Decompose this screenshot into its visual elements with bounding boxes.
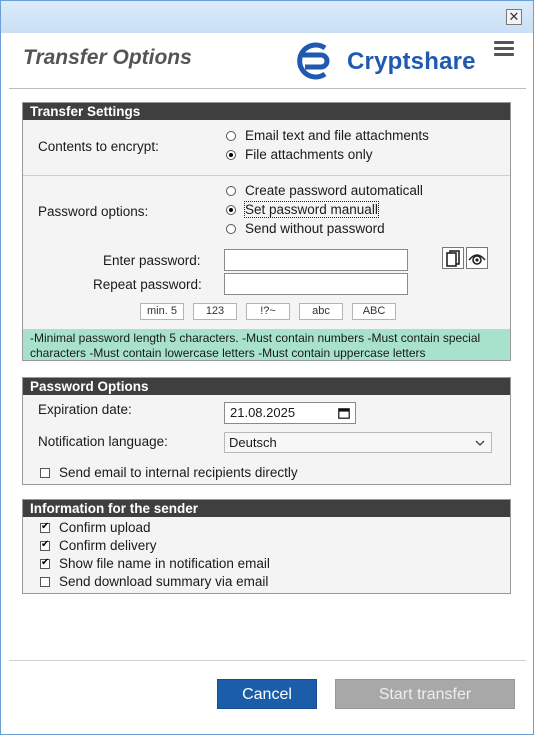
- radio-create-password-auto[interactable]: [226, 183, 423, 198]
- expiration-date-value: 21.08.2025: [230, 405, 296, 420]
- section-title: Password Options: [23, 378, 510, 395]
- calendar-icon[interactable]: [338, 407, 350, 419]
- footer: [9, 660, 526, 727]
- notification-language-label: Notification language:: [38, 434, 168, 449]
- checkbox-label: Confirm upload: [59, 520, 151, 535]
- send-internal-checkbox[interactable]: [40, 465, 298, 480]
- expiration-date-input[interactable]: [224, 402, 356, 424]
- radio-set-password-manual[interactable]: [226, 202, 378, 217]
- radio-attachments-only[interactable]: [226, 147, 373, 162]
- checkbox-icon: [40, 468, 50, 478]
- start-transfer-button[interactable]: Start transfer: [335, 679, 515, 709]
- radio-label: Create password automaticall: [245, 183, 423, 198]
- checkbox-checked-icon: [40, 541, 50, 551]
- section-title: Information for the sender: [23, 500, 510, 517]
- requirement-uppercase: ABC: [352, 303, 396, 320]
- password-requirements: [140, 303, 400, 320]
- password-options-section: [22, 377, 511, 485]
- checkbox-icon: [40, 577, 50, 587]
- page-title: Transfer Options: [23, 46, 192, 69]
- notification-language-select[interactable]: [224, 432, 492, 453]
- radio-label: Email text and file attachments: [245, 128, 429, 143]
- password-options-label: Password options:: [38, 204, 149, 219]
- requirement-numbers: 123: [193, 303, 237, 320]
- radio-selected-icon: [226, 150, 236, 160]
- checkbox-checked-icon: [40, 559, 50, 569]
- logo-text: Cryptshare: [347, 48, 476, 75]
- repeat-password-input[interactable]: [224, 273, 408, 295]
- cancel-button[interactable]: Cancel: [217, 679, 317, 709]
- requirement-lowercase: abc: [299, 303, 343, 320]
- divider: [23, 175, 510, 176]
- copy-password-button[interactable]: [442, 247, 464, 269]
- radio-icon: [226, 131, 236, 141]
- repeat-password-label: Repeat password:: [93, 277, 202, 292]
- radio-icon: [226, 224, 236, 234]
- download-summary-checkbox[interactable]: [40, 574, 268, 589]
- content-area: [9, 89, 526, 659]
- show-file-name-checkbox[interactable]: [40, 556, 270, 571]
- copy-icon: [443, 248, 463, 268]
- transfer-settings-section: [22, 102, 511, 361]
- expiration-date-label: Expiration date:: [38, 402, 132, 417]
- logo-mark-icon: [291, 39, 335, 83]
- checkbox-label: Confirm delivery: [59, 538, 157, 553]
- selected-language: Deutsch: [229, 435, 277, 450]
- checkbox-label: Send download summary via email: [59, 574, 269, 589]
- cryptshare-logo: [291, 39, 491, 83]
- title-bar: [1, 1, 533, 33]
- checkbox-checked-icon: [40, 523, 50, 533]
- radio-icon: [226, 186, 236, 196]
- confirm-delivery-checkbox[interactable]: [40, 538, 157, 553]
- radio-selected-icon: [226, 205, 236, 215]
- chevron-down-icon: [475, 439, 485, 447]
- enter-password-label: Enter password:: [103, 253, 201, 268]
- header: [9, 33, 526, 89]
- password-hint: -Minimal password length 5 characters. -Must contain numbers -Must contain special characters -Must contain lowercase letters -Must contain uppercase letters: [23, 329, 510, 360]
- contents-label: Contents to encrypt:: [38, 139, 159, 154]
- enter-password-input[interactable]: [224, 249, 408, 271]
- sender-info-section: [22, 499, 511, 594]
- eye-icon: [467, 248, 487, 268]
- checkbox-label: Show file name in notification email: [59, 556, 270, 571]
- radio-send-without-password[interactable]: [226, 221, 385, 236]
- requirement-min-length: min. 5: [140, 303, 184, 320]
- hamburger-icon[interactable]: [494, 41, 514, 57]
- checkbox-label: Send email to internal recipients directly: [59, 465, 298, 480]
- radio-label: Set password manuall: [245, 202, 378, 217]
- section-title: Transfer Settings: [23, 103, 510, 120]
- confirm-upload-checkbox[interactable]: [40, 520, 151, 535]
- radio-label: File attachments only: [245, 147, 373, 162]
- close-button[interactable]: [506, 9, 522, 25]
- radio-label: Send without password: [245, 221, 385, 236]
- radio-email-and-attachments[interactable]: [226, 128, 429, 143]
- show-password-button[interactable]: [466, 247, 488, 269]
- close-icon: ✕: [508, 9, 520, 24]
- requirement-special: !?~: [246, 303, 290, 320]
